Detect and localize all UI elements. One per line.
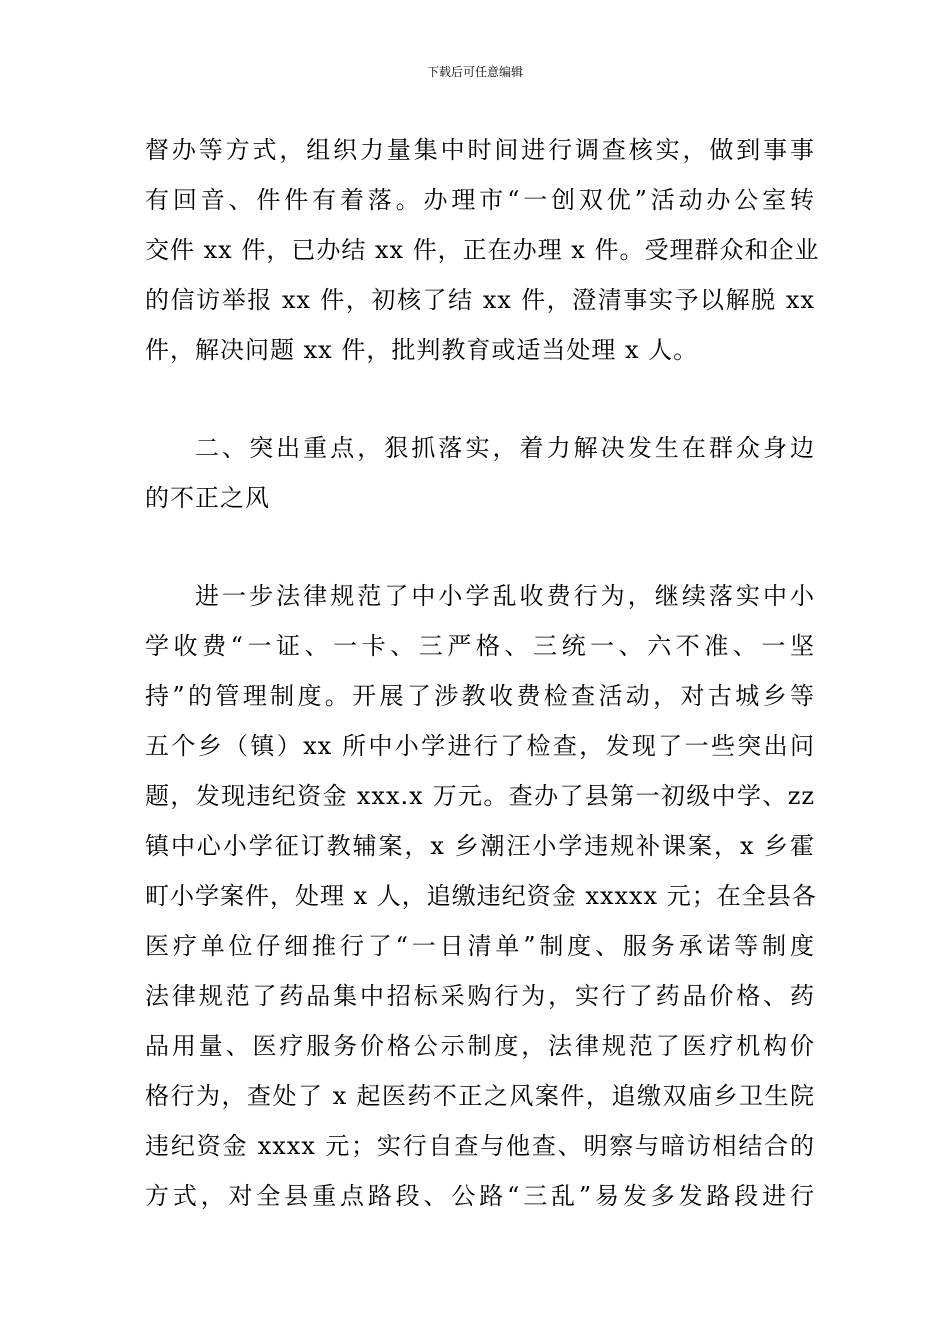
section-heading-line-2: 的不正之风 xyxy=(145,484,270,512)
paragraph-3-line-11: 格行为，查处了 x 起医药不正之风案件，追缴双庙乡卫生院 xyxy=(145,1082,815,1110)
paragraph-3-line-7: 町小学案件，处理 x 人，追缴违纪资金 xxxxx 元；在全县各 xyxy=(145,882,817,910)
paragraph-1-line-1: 督办等方式，组织力量集中时间进行调查核实，做到事事 xyxy=(145,136,815,164)
paragraph-3-line-8: 医疗单位仔细推行了“一日清单”制度、服务承诺等制度 xyxy=(145,932,815,960)
paragraph-3-line-10: 品用量、医疗服务价格公示制度，法律规范了医疗机构价 xyxy=(145,1032,815,1060)
paragraph-1-line-4: 的信访举报 xx 件，初核了结 xx 件，澄清事实予以解脱 xx xyxy=(145,286,815,314)
paragraph-3-line-12: 违纪资金 xxxx 元；实行自查与他查、明察与暗访相结合的 xyxy=(145,1132,815,1160)
paragraph-3-line-9: 法律规范了药品集中招标采购行为，实行了药品价格、药 xyxy=(145,982,815,1010)
paragraph-3-line-4: 五个乡（镇）xx 所中小学进行了检查，发现了一些突出问 xyxy=(145,732,815,760)
paragraph-3-line-6: 镇中心小学征订教辅案，x 乡潮汪小学违规补课案，x 乡霍 xyxy=(145,832,815,860)
section-heading-line-1: 二、突出重点，狠抓落实，着力解决发生在群众身边 xyxy=(195,434,815,462)
paragraph-3-line-1: 进一步法律规范了中小学乱收费行为，继续落实中小 xyxy=(195,582,815,610)
paragraph-3-line-3: 持”的管理制度。开展了涉教收费检查活动，对古城乡等 xyxy=(145,682,815,710)
paragraph-1-line-5: 件，解决问题 xx 件，批判教育或适当处理 x 人。 xyxy=(145,336,699,364)
paragraph-3-line-13: 方式，对全县重点路段、公路“三乱”易发多发路段进行 xyxy=(145,1182,815,1210)
paragraph-3-line-2: 学收费“一证、一卡、三严格、三统一、六不准、一坚 xyxy=(145,632,815,660)
paragraph-1-line-2: 有回音、件件有着落。办理市“一创双优”活动办公室转 xyxy=(145,186,815,214)
paragraph-1-line-3: 交件 xx 件，已办结 xx 件，正在办理 x 件。受理群众和企业 xyxy=(145,236,820,264)
paragraph-3-line-5: 题，发现违纪资金 xxx.x 万元。查办了县第一初级中学、zz xyxy=(145,782,815,810)
page-header: 下载后可任意编辑 xyxy=(426,65,523,79)
